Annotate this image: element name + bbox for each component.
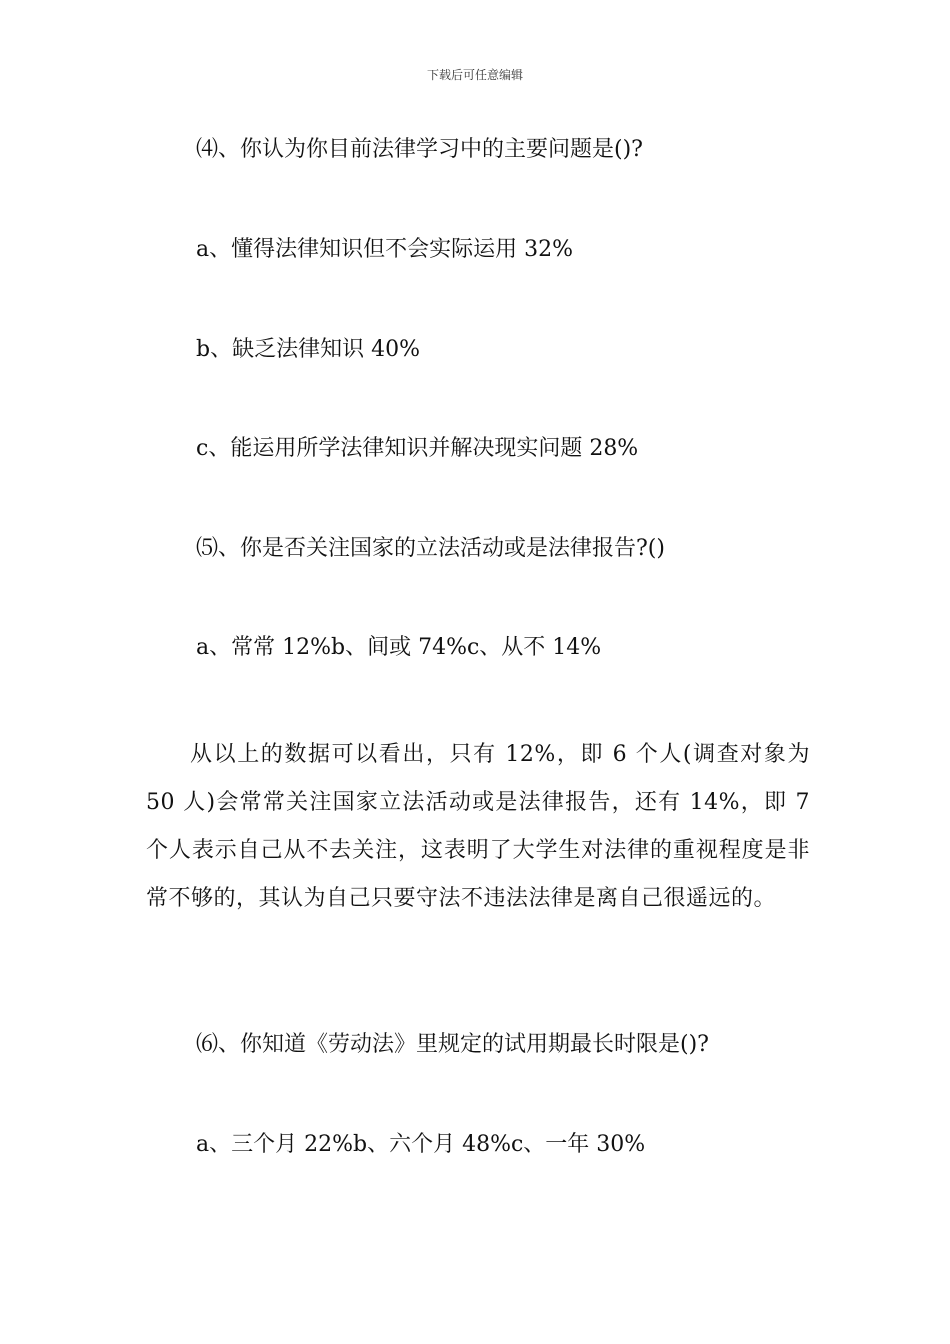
question-5: ⑸、你是否关注国家的立法活动或是法律报告?()	[196, 536, 665, 561]
question-4-option-a: a、懂得法律知识但不会实际运用 32%	[196, 237, 574, 262]
question-6: ⑹、你知道《劳动法》里规定的试用期最长时限是()?	[196, 1032, 709, 1057]
header-note: 下载后可任意编辑	[426, 68, 523, 82]
question-4-option-c: c、能运用所学法律知识并解决现实问题 28%	[196, 436, 639, 461]
question-4-option-b: b、缺乏法律知识 40%	[196, 337, 420, 362]
question-4: ⑷、你认为你目前法律学习中的主要问题是()?	[196, 137, 643, 162]
question-5-options: a、常常 12%b、间或 74%c、从不 14%	[196, 635, 602, 660]
analysis-paragraph: 从以上的数据可以看出，只有 12%，即 6 个人(调查对象为 50 人)会常常关注国家立法活动或是法律报告，还有 14%，即 7 个人表示自己从不去关注，这表明了大学生对法律的重视程度是非常不够的，其认为自己只要守法不违法法律是离自己很遥远的。	[146, 742, 810, 911]
question-6-options: a、三个月 22%b、六个月 48%c、一年 30%	[196, 1132, 646, 1157]
